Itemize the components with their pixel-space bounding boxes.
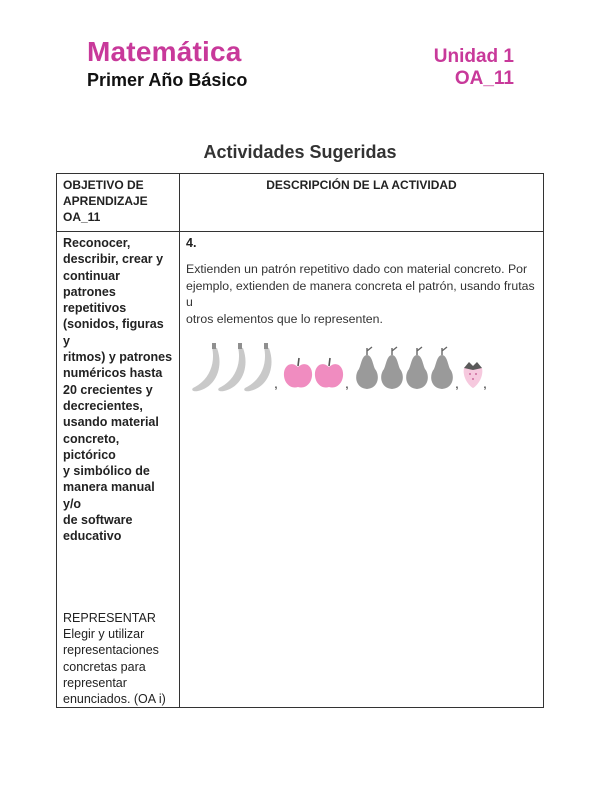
strawberry-icon (464, 362, 483, 388)
pear-icon (406, 347, 428, 389)
pattern-separator: , (455, 375, 459, 391)
objective-text (57, 232, 179, 548)
objective-line: decrecientes, (63, 398, 143, 413)
apple-icon (315, 358, 343, 388)
objective-line: repetitivos (63, 301, 127, 316)
objective-header-line: APRENDIZAJE (63, 194, 148, 208)
skill-text (57, 610, 179, 708)
description-header: DESCRIPCIÓN DE LA ACTIVIDAD (266, 178, 457, 192)
pattern-separator: , (483, 375, 487, 391)
objective-line: usando material (63, 415, 159, 430)
objective-header-line: OA_11 (63, 210, 101, 224)
objective-cell (57, 232, 180, 708)
header-right (434, 46, 514, 90)
objective-line: (sonidos, figuras y (63, 317, 164, 348)
activity-description (186, 261, 537, 327)
objective-line: concreto, pictórico (63, 431, 120, 462)
description-header-cell (180, 174, 544, 232)
objective-line: de software (63, 513, 133, 528)
table-row (57, 232, 544, 708)
activity-line: ejemplo, extienden de manera concreta el patrón, usando frutas u (186, 278, 535, 309)
skill-line: representar (63, 675, 127, 690)
oa-code-label: OA_11 (454, 68, 514, 89)
skill-line: concretas para (63, 659, 146, 674)
pattern-separator: , (274, 375, 278, 391)
pear-icon (431, 347, 453, 389)
activity-line: otros elementos que lo representen. (186, 311, 383, 326)
activity-number: 4. (186, 236, 197, 250)
table-header-row (57, 174, 544, 232)
activity-line: Extienden un patrón repetitivo dado con material concreto. Por (186, 262, 528, 276)
pear-icon (356, 347, 378, 389)
grade-title: Primer Año Básico (87, 70, 248, 90)
objective-line: 20 crecientes y (63, 382, 153, 397)
skill-line: representaciones (63, 643, 159, 658)
subject-title: Matemática (87, 36, 242, 67)
objective-line: Reconocer, (63, 236, 131, 250)
objective-line: continuar patrones (63, 268, 120, 299)
skill-line: Elegir y utilizar (63, 626, 145, 641)
apple-icon (284, 358, 312, 388)
banana-icon (192, 343, 219, 391)
skill-line: REPRESENTAR (63, 610, 156, 625)
activity-table (56, 173, 544, 708)
pear-icon (381, 347, 403, 389)
objective-header-cell (57, 174, 180, 232)
header-left (87, 36, 247, 90)
objective-header-line: OBJETIVO DE (63, 178, 144, 192)
objective-line: y simbólico de (63, 464, 150, 479)
objective-line: manera manual y/o (63, 480, 155, 511)
objective-line: ritmos) y patrones (63, 350, 173, 365)
section-title: Actividades Sugeridas (203, 142, 397, 162)
description-cell (180, 232, 544, 708)
fruit-pattern (190, 341, 490, 393)
banana-icon (244, 343, 271, 391)
objective-line: numéricos hasta (63, 366, 163, 381)
skill-line: enunciados. (OA i) (63, 692, 166, 707)
objective-line: educativo (63, 529, 122, 544)
objective-line: describir, crear y (63, 252, 164, 267)
banana-icon (218, 343, 245, 391)
unit-label: Unidad 1 (433, 46, 514, 67)
pattern-separator: , (345, 375, 349, 391)
